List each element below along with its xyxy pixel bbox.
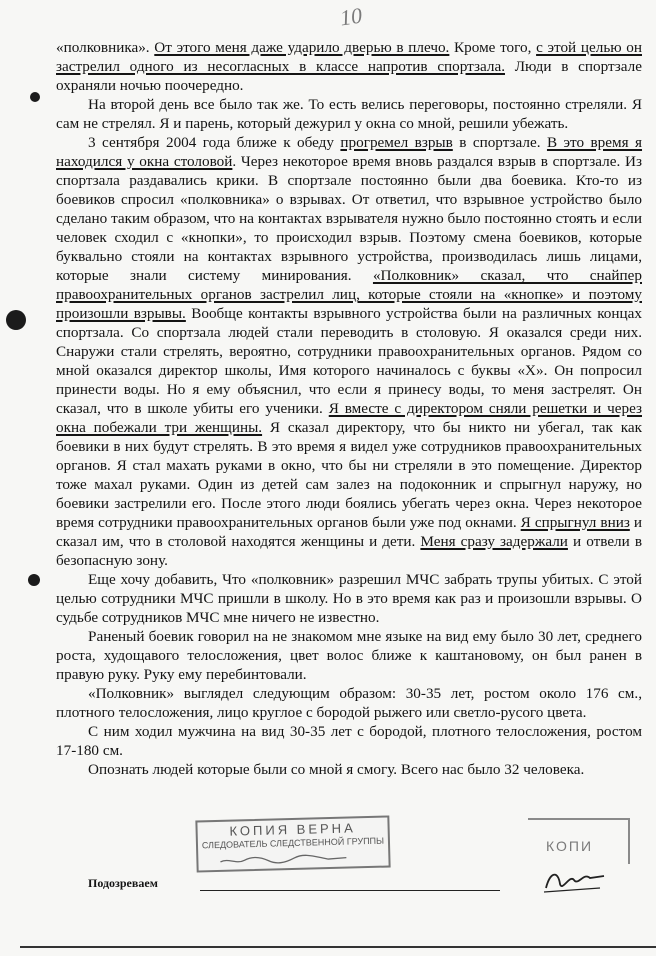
paragraph <box>56 684 642 722</box>
stamp-subtitle: СЛЕДОВАТЕЛЬ СЛЕДСТВЕННОЙ ГРУППЫ <box>201 835 385 851</box>
paragraph <box>56 627 642 684</box>
text-run: «полковника». <box>56 39 155 56</box>
paragraph <box>56 760 642 779</box>
underlined-phrase: Меня сразу задержали <box>420 533 568 550</box>
text-run: Опознать людей которые были со мной я смогу. Всего нас было 32 человека. <box>88 761 585 778</box>
punch-hole-bottom <box>28 574 40 586</box>
copy-certified-stamp <box>195 815 390 872</box>
page-bottom-rule <box>20 946 656 948</box>
handwritten-signature <box>540 862 610 896</box>
testimony-text <box>56 38 642 779</box>
text-run: С ним ходил мужчина на вид 30-35 лет с бородой, плотного телосложения, ростом 17-180 см. <box>56 723 642 759</box>
paragraph <box>56 570 642 627</box>
punch-hole-middle <box>6 310 26 330</box>
text-run: и сказал им, что в столовой находятся женщины и дети. <box>56 514 642 550</box>
paragraph <box>56 95 642 133</box>
text-run: Я сказал директору, что бы никто ни убегал, так как боевики в них будут стрелять. В это время я видел уже сотрудников правоохранительных органов. Я стал махать руками в окно, что бы ни стреляли в это помещение. Директор тоже махал руками. Один из детей сам залез на подоконник и спрыгнул наружу, но боевики застрелили его. После этого люди боялись убегать через окна. Через некоторое время сотрудники правоохранительных органов были уже под окнами. <box>56 419 643 531</box>
underlined-phrase: От этого меня даже ударило дверью в плечо. <box>154 39 450 56</box>
copy-stamp-right <box>528 818 630 864</box>
underlined-phrase: Я спрыгнул вниз <box>520 514 630 531</box>
suspect-label: Подозреваем <box>88 876 158 890</box>
text-run: Раненый боевик говорил на не знакомом мне языке на вид ему было 30 лет, среднего роста, худощавого телосложения, цвет волос ближе к каштановому, он был ранен в правую руку. Руку ему перебинтовали. <box>56 628 642 683</box>
stamp-signature-scrawl <box>218 853 348 866</box>
copy-stamp-right-text: КОПИ <box>546 838 594 854</box>
text-run: и отвели в безопасную зону. <box>56 533 643 569</box>
text-run: Люди в спортзале охраняли ночью поочередно. <box>56 58 642 94</box>
text-run: в спортзале. <box>452 134 547 151</box>
text-run: Кроме того, <box>449 39 537 56</box>
underlined-phrase: Я вместе с директором сняли решетки и через окна побежали три женщины. <box>56 400 642 436</box>
handwritten-page-number: 10 <box>338 2 364 31</box>
text-run: Вообще контакты взрывного устройства были на различных концах спортзала. Со спортзала людей стали переводить в столовую. Я оказался среди них. Снаружи стали стрелять, вероятно, сотрудники правоохранительных органов. Рядом со мной оказался директор школы, Имя которого начиналось с буквы «Х». Он попросил принести воды. Но я ему объяснил, что если я принесу воды, то меня застрелят. Он сказал, что в школе убиты его ученики. <box>56 305 642 417</box>
suspect-signature-line <box>200 890 500 891</box>
text-run: 3 сентября 2004 года ближе к обеду <box>88 134 341 151</box>
paragraph <box>56 722 642 760</box>
paragraph <box>56 38 642 95</box>
underlined-phrase: «Полковник» сказал, что снайпер правоохранительных органов застрелил лиц, которые стояли на «кнопке» и поэтому произошли взрывы. <box>56 267 642 322</box>
text-run: «Полковник» выглядел следующим образом: 30-35 лет, ростом около 176 см., плотного телосложения, лицо круглое с бородой рыжего или светло-русого цвета. <box>56 685 642 721</box>
paragraph <box>56 133 642 570</box>
text-run: Еще хочу добавить, Что «полковник» разрешил МЧС забрать трупы убитых. С этой целью сотрудники МЧС пришли в школу. Но в это время как раз и произошли взрывы. О судьбе сотрудников МЧС мне ничего не известно. <box>56 571 642 626</box>
underlined-phrase: В это время я находился у окна столовой <box>56 134 643 170</box>
text-run: На второй день все было так же. То есть велись переговоры, постоянно стреляли. Я сам не стрелял. Я и парень, который дежурил у окна со мной, решили убежать. <box>56 96 642 132</box>
punch-hole-top <box>30 92 40 102</box>
underlined-phrase: с этой целью он застрелил одного из несогласных в классе напротив спортзала. <box>56 39 642 75</box>
stamp-title: КОПИЯ ВЕРНА <box>229 820 356 839</box>
text-run: . Через некоторое время вновь раздался взрыв в спортзале. Из спортзала раздавались крики. В спортзале постоянно были два боевика. Кто-то из боевиков спросил «полковника» о взрывах. От ответил, что взрывное устройство было сделано таким образом, что на контактах взрывателя нужно было постоянно стоять и если человек сходил с «кнопки», то происходил взрыв. Поэтому смена боевиков, которые буквально стояли на контактах взрывного устройства, производилась лишь лицами, которые знали систему минирования. <box>56 153 642 284</box>
underlined-phrase: прогремел взрыв <box>340 134 453 151</box>
